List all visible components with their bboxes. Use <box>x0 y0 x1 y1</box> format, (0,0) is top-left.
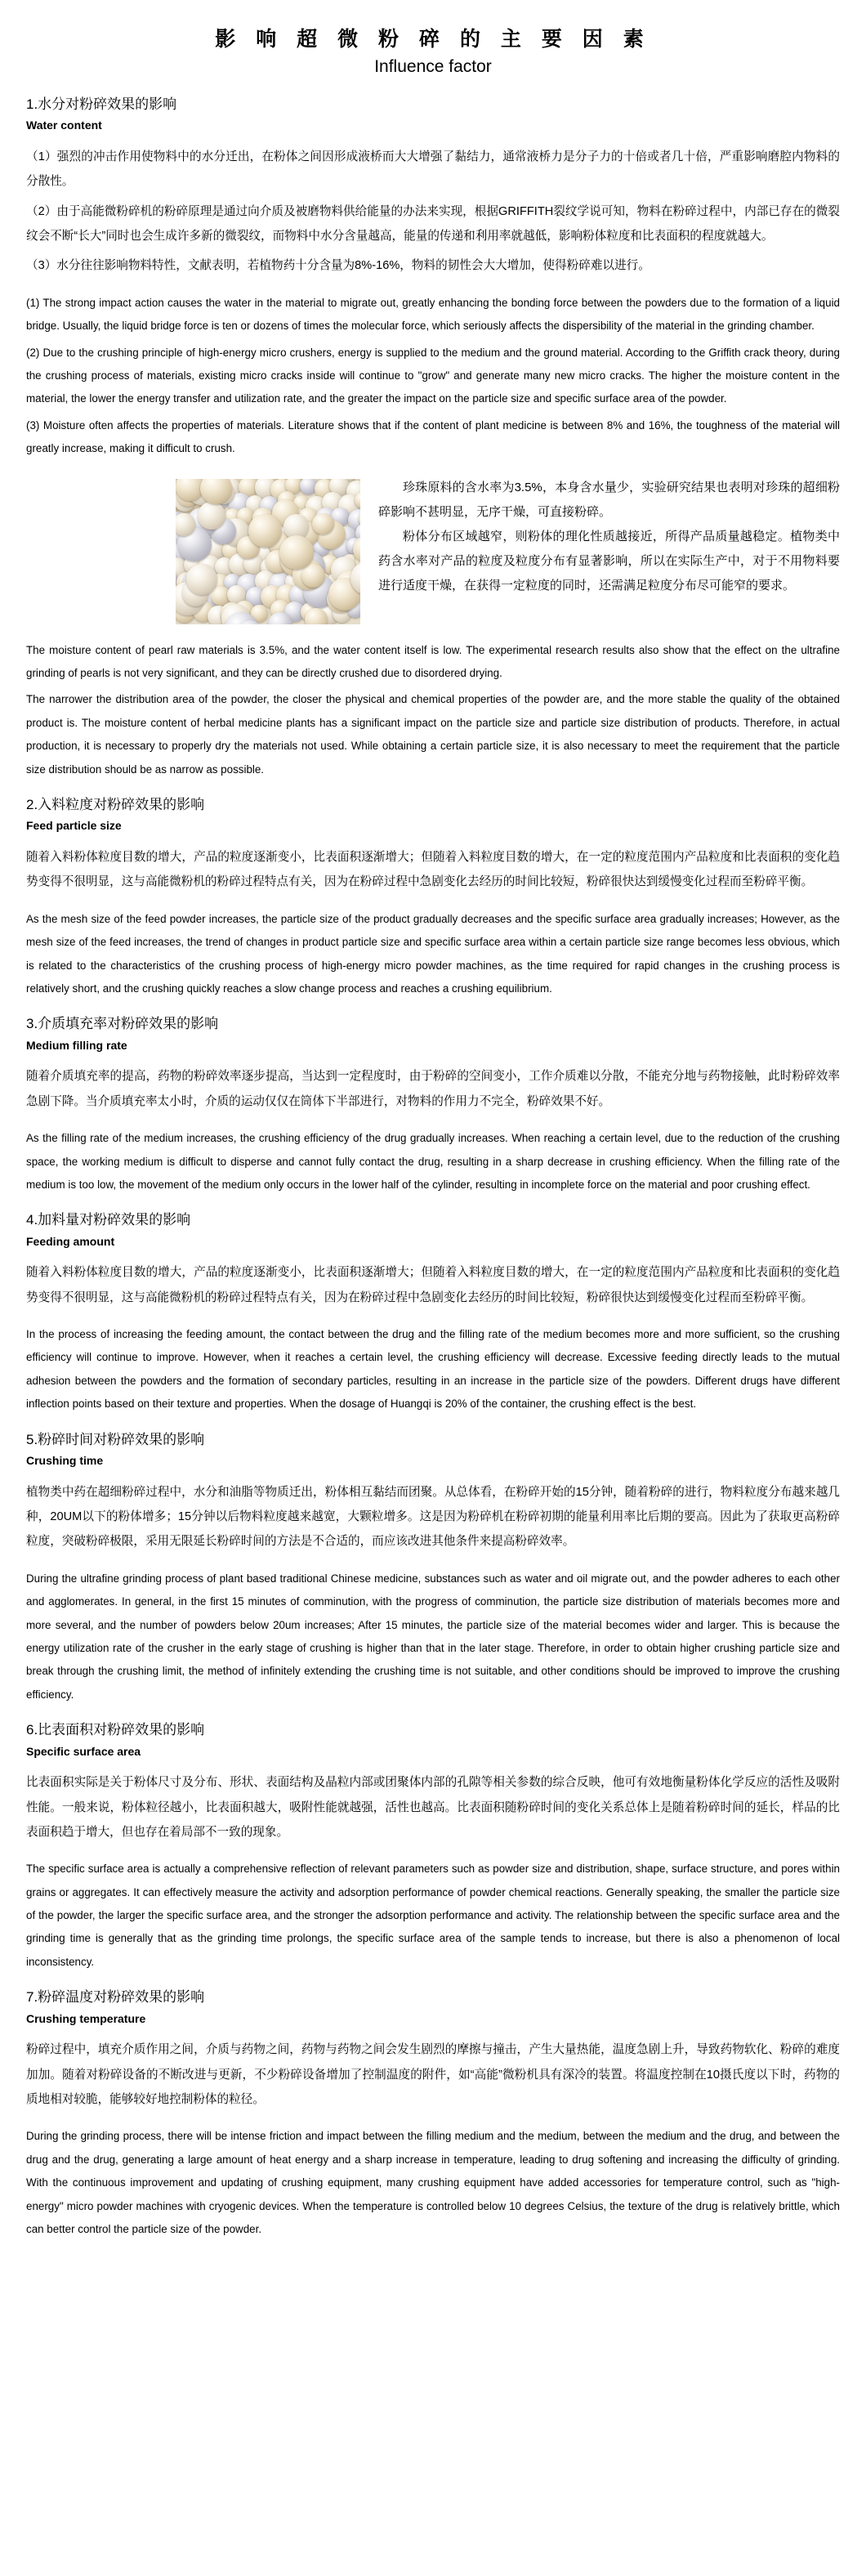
section-heading-cn: 7.粉碎温度对粉碎效果的影响 <box>26 1989 205 2006</box>
paragraph-en: As the mesh size of the feed powder increases, the particle size of the product gradually decreases and the specific surface area gradually increases; However, as the mesh size of the feed increases, the trend of changes in product particle size and specific surface area within a certain particle size range becomes less obvious, which is related to the characteristics of the crushing process of high-energy micro powder machines, as the time required for rapid changes in the crushing process is relatively short, and the crushing quickly reaches a slow change process and reaches a crushing equilibrium. <box>26 912 840 995</box>
section-specific-surface-area <box>26 1720 840 1974</box>
pearl-figure-block <box>26 476 840 628</box>
paragraph-en: The narrower the distribution area of the powder, the closer the physical and chemical properties of the powder are, and the more stable the quality of the obtained product is. The moisture content of herbal medicine plants has a significant impact on the particle size and particle size distribution of products. Therefore, in actual production, it is necessary to properly dry the materials not used. While obtaining a certain particle size, it is also necessary to meet the requirement that the particle size distribution should be as narrow as possible. <box>26 693 840 776</box>
section-heading-cn: 2.入料粒度对粉碎效果的影响 <box>26 797 205 813</box>
paragraph-cn: （3）水分往往影响物料特性，文献表明，若植物药十分含量为8%-16%，物料的韧性会大大增加，使得粉碎难以进行。 <box>26 259 650 273</box>
section-heading-en: Medium filling rate <box>26 1038 127 1052</box>
section-water-content <box>26 94 840 781</box>
figure-caption-paragraph: 粉体分布区域越窄，则粉体的理化性质越接近，所得产品质量越稳定。植物类中药含水率对产品的粒度及粒度分布有显著影响，所以在实际生产中，对于不用物料要进行适度干燥，在获得一定粒度的同时，还需满足粒度分布尽可能窄的要求。 <box>378 529 840 593</box>
section-heading-cn: 1.水分对粉碎效果的影响 <box>26 96 177 113</box>
paragraph-cn: 比表面积实际是关于粉体尺寸及分布、形状、表面结构及晶粒内部或团聚体内部的孔隙等相关参数的综合反映，他可有效地衡量粉体化学反应的活性及吸附性能。一般来说，粉体粒径越小，比表面积越大，吸附性能就越强，活性也越高。比表面积随粉碎时间的变化关系总体上是随着粉碎时间的延长，样品的比表面积趋于增大，但也存在着局部不一致的现象。 <box>26 1776 840 1839</box>
paragraph-cn: （1）强烈的冲击作用使物料中的水分迁出，在粉体之间因形成液桥而大大增强了黏结力，通常液桥力是分子力的十倍或者几十倍，严重影响磨腔内物料的分散性。 <box>26 150 840 189</box>
figure-caption <box>26 476 840 598</box>
section-heading-cn: 5.粉碎时间对粉碎效果的影响 <box>26 1431 205 1447</box>
paragraph-en: (1) The strong impact action causes the water in the material to migrate out, greatly enhancing the bonding force between the powders due to the formation of a liquid bridge. Usually, the liquid bridge force is ten or dozens of times the molecular force, which seriously affects the dispersibility of the material in the grinding chamber. <box>26 296 840 333</box>
paragraph-en: (2) Due to the crushing principle of high-energy micro crushers, energy is supplied to the medium and the ground material. According to the Griffith crack theory, during the crushing process of materials, existing micro cracks inside will continue to "grow" and generate many new micro cracks. The higher the moisture content in the material, the lower the energy transfer and utilization rate, and the greater the impact on the particle size and specific surface area of the powder. <box>26 346 840 405</box>
paragraph-en: (3) Moisture often affects the properties of materials. Literature shows that if the content of plant medicine is between 8% and 16%, the toughness of the material will greatly increase, making it difficult to crush. <box>26 418 840 455</box>
spacer <box>26 900 840 908</box>
paragraph-cn: 植物类中药在超细粉碎过程中，水分和油脂等物质迁出，粉体相互黏结而团聚。从总体看，在粉碎开始的15分钟，随着粉碎的进行，物料粒度分布越来越几种，20UM以下的粉体增多；15分钟以后物料粒度越来越宽，大颗粒增多。这是因为粉碎机在粉碎初期的能量利用率比后期的要高。因此为了获取更高粉碎粒度，突破粉碎极限，采用无限延长粉碎时间的方法是不合适的，而应该改进其他条件来提高粉碎效率。 <box>26 1485 840 1549</box>
paragraph-cn: 随着入料粉体粒度目数的增大，产品的粒度逐渐变小，比表面积逐渐增大；但随着入料粒度目数的增大，在一定的粒度范围内产品粒度和比表面积的变化趋势变得不很明显，这与高能微粉机的粉碎过程特点有关，因为在粉碎过程中急剧变化去经历的时间比较短，粉碎很快达到缓慢变化过程而至粉碎平衡。 <box>26 1266 840 1304</box>
spacer <box>26 1559 840 1568</box>
section-heading-en: Crushing temperature <box>26 2011 146 2025</box>
pearls-photo <box>176 479 360 624</box>
spacer <box>26 1849 840 1858</box>
spacer <box>26 284 840 292</box>
page-subtitle: Influence factor <box>374 56 492 76</box>
section-heading-en: Crushing time <box>26 1454 104 1468</box>
section-feeding-amount <box>26 1210 840 1415</box>
paragraph-en: During the grinding process, there will be intense friction and impact between the filling medium and the medium, between the medium and the drug, and between the drug and the drug, generating a large amount of heat energy and a sharp increase in temperature, leading to drug softening and increasing the difficulty of grinding. With the continuous improvement and updating of crushing equipment, many crushing equipment have added accessories for temperature control, such as "high-energy" micro powder machines with cryogenic devices. When the temperature is controlled below 10 degrees Celsius, the texture of the drug is relatively brittle, which can better control the particle size of the powder. <box>26 2130 840 2235</box>
page-title: 影 响 超 微 粉 碎 的 主 要 因 素 <box>215 28 651 51</box>
paragraph-cn: 随着介质填充率的提高，药物的粉碎效率逐步提高，当达到一定程度时，由于粉碎的空间变小，工作介质难以分散，不能充分地与药物接触，此时粉碎效率急剧下降。当介质填充率太小时，介质的运动仅仅在筒体下半部进行，对物料的作用力不完全，粉碎效果不好。 <box>26 1070 840 1108</box>
section-crushing-time <box>26 1429 840 1707</box>
section-heading-cn: 6.比表面积对粉碎效果的影响 <box>26 1722 205 1738</box>
paragraph-en: As the filling rate of the medium increases, the crushing efficiency of the drug gradually increases. When reaching a certain level, due to the reduction of the crushing space, the working medium is difficult to disperse and cannot fully contact the drug, resulting in a sharp decrease in crushing efficiency. When the filling rate of the medium is too low, the movement of the medium only occurs in the lower half of the cylinder, resulting in incomplete force on the material and poor crushing effect. <box>26 1132 840 1191</box>
paragraph-en: In the process of increasing the feeding amount, the contact between the drug and the filling rate of the medium becomes more and more sufficient, so the crushing efficiency will continue to improve. However, when it reaches a certain level, the crushing efficiency will decrease. Excessive feeding directly leads to the mutual adhesion between the powders and the formation of secondary particles, resulting in an increase in the particle size of the powders. Different drugs have different inflection points based on their texture and properties. When the dosage of Huangqi is 20% of the container, the crushing effect is the best. <box>26 1328 840 1411</box>
paragraph-en: During the ultrafine grinding process of plant based traditional Chinese medicine, substances such as water and oil migrate out, and the powder adheres to each other and agglomerates. In general, in the first 15 minutes of comminution, with the progress of comminution, the particle size distribution of materials becomes more and more several, and the number of powders below 20um increases; After 15 minutes, the particle size of the material becomes wider and larger. This is because the energy utilization rate of the crusher in the early stage of crushing is higher than that in the later stage. Therefore, in order to obtain higher crushing particle size and break through the crushing limit, the method of infinitely extending the crushing time is not suitable, and other conditions should be improved to improve the crushing efficiency. <box>26 1572 840 1701</box>
spacer <box>26 2117 840 2125</box>
section-heading-en: Specific surface area <box>26 1744 141 1758</box>
section-crushing-temperature <box>26 1987 840 2241</box>
spacer <box>26 1119 840 1127</box>
paragraph-cn: 随着入料粉体粒度目数的增大，产品的粒度逐渐变小，比表面积逐渐增大；但随着入料粒度目数的增大，在一定的粒度范围内产品粒度和比表面积的变化趋势变得不很明显，这与高能微粉机的粉碎过程特点有关，因为在粉碎过程中急剧变化去经历的时间比较短，粉碎很快达到缓慢变化过程而至粉碎平衡。 <box>26 851 840 889</box>
section-heading-cn: 4.加料量对粉碎效果的影响 <box>26 1212 191 1228</box>
paragraph-cn: （2）由于高能微粉碎机的粉碎原理是通过向介质及被磨物料供给能量的办法来实现，根据GRIFFITH裂纹学说可知，物料在粉碎过程中，内部已存在的微裂纹会不断“长大”同时也会生成许多新的微裂纹，而物料中水分含量越高，能量的传递和利用率就越低，影响粉体粒度和比表面积的程度就越大。 <box>26 204 840 244</box>
paragraph-en: The moisture content of pearl raw materials is 3.5%, and the water content itself is low. The experimental research results also show that the effect on the ultrafine grinding of pearls is not very significant, and they can be directly crushed due to disordered drying. <box>26 643 840 680</box>
section-heading-en: Feed particle size <box>26 819 122 833</box>
section-medium-filling-rate <box>26 1013 840 1196</box>
section-heading-en: Feeding amount <box>26 1234 115 1248</box>
section-heading-cn: 3.介质填充率对粉碎效果的影响 <box>26 1016 219 1032</box>
spacer <box>26 1315 840 1323</box>
figure-caption-paragraph: 珍珠原料的含水率为3.5%，本身含水量少，实验研究结果也表明对珍珠的超细粉碎影响不甚明显，无序干燥，可直接粉碎。 <box>378 480 840 519</box>
paragraph-en: The specific surface area is actually a comprehensive reflection of relevant parameters such as powder size and distribution, shape, surface structure, and pores within grains or aggregates. It can effectively measure the activity and adsorption performance of powder chemical reactions. Generally speaking, the smaller the particle size of the powder, the larger the specific surface area, and the stronger the adsorption performance and activity. The relationship between the specific surface area and the grinding time is generally that as the grinding time prolongs, the specific surface area of the sample tends to increase, but there is also a phenomenon of local inconsistency. <box>26 1863 840 1968</box>
paragraph-cn: 粉碎过程中，填充介质作用之间，介质与药物之间，药物与药物之间会发生剧烈的摩擦与撞击，产生大量热能，温度急剧上升，导致药物软化、粉碎的难度加加。随着对粉碎设备的不断改进与更新，不少粉碎设备增加了控制温度的附件，如“高能”微粉机具有深冷的装置。将温度控制在10摄氏度以下时，药物的质地相对较脆，能够较好地控制粉体的粒径。 <box>26 2043 840 2107</box>
section-feed-particle-size <box>26 794 840 1000</box>
section-heading-en: Water content <box>26 119 102 132</box>
